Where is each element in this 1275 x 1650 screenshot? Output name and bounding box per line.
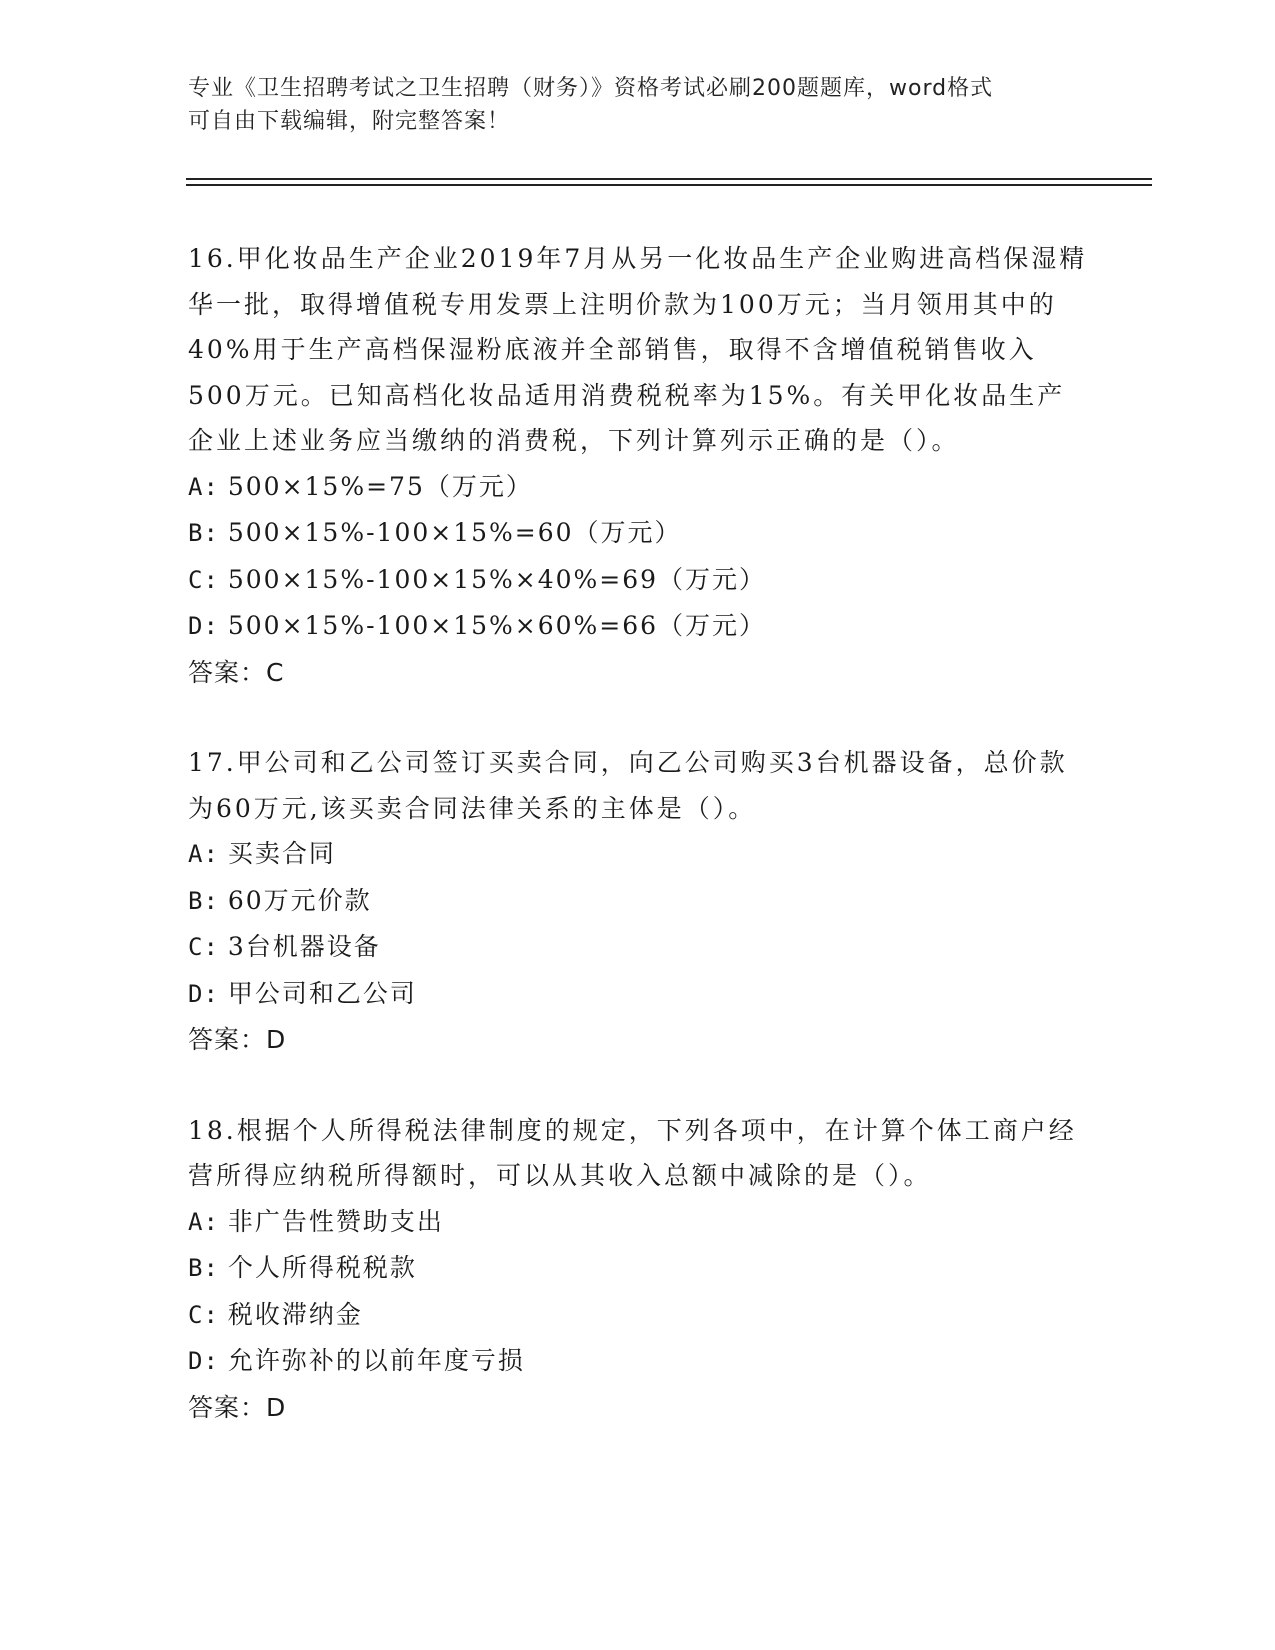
question-16 bbox=[188, 236, 1088, 695]
option-text: 允许弥补的以前年度亏损 bbox=[227, 1346, 525, 1375]
question-stem: 17.甲公司和乙公司签订买卖合同，向乙公司购买3台机器设备，总价款为60万元,该买卖合同法律关系的主体是（）。 bbox=[188, 748, 1068, 823]
answer-line: 答案：C bbox=[188, 657, 285, 687]
header-line-2: 可自由下载编辑，附完整答案！ bbox=[188, 109, 511, 134]
option-c bbox=[188, 557, 1088, 604]
option-d bbox=[188, 971, 1088, 1018]
question-stem: 16.甲化妆品生产企业2019年7月从另一化妆品生产企业购进高档保湿精华一批，取得增值税专用发票上注明价款为100万元；当月领用其中的40%用于生产高档保湿粉底液并全部销售，取得不含增值税销售收入500万元。已知高档化妆品适用消费税税率为15%。有关甲化妆品生产企业上述业务应当缴纳的消费税，下列计算列示正确的是（）。 bbox=[188, 244, 1088, 455]
option-text: 500×15%-100×15%×60%=66（万元） bbox=[227, 611, 767, 640]
question-18 bbox=[188, 1108, 1088, 1431]
question-17 bbox=[188, 740, 1088, 1063]
option-letter: D: bbox=[188, 612, 219, 640]
header-rule-bottom bbox=[186, 184, 1152, 186]
header-line-1: 专业《卫生招聘考试之卫生招聘（财务）》资格考试必刷200题题库，word格式 bbox=[188, 76, 994, 101]
option-c bbox=[188, 924, 1088, 971]
option-text: 3台机器设备 bbox=[227, 932, 381, 961]
option-text: 税收滞纳金 bbox=[227, 1299, 363, 1329]
option-letter: A: bbox=[188, 1207, 219, 1236]
option-a bbox=[188, 1199, 1088, 1246]
answer-line: 答案：D bbox=[188, 1025, 287, 1054]
question-stem: 18.根据个人所得税法律制度的规定，下列各项中，在计算个体工商户经营所得应纳税所得额时，可以从其收入总额中减除的是（）。 bbox=[188, 1115, 1077, 1190]
option-a bbox=[188, 831, 1088, 878]
answer-line: 答案：D bbox=[188, 1392, 287, 1422]
option-letter: C: bbox=[188, 933, 219, 961]
option-b bbox=[188, 510, 1088, 557]
option-text: 非广告性赞助支出 bbox=[227, 1206, 444, 1236]
option-letter: D: bbox=[188, 1347, 219, 1375]
option-letter: C: bbox=[188, 565, 219, 594]
option-letter: D: bbox=[188, 979, 219, 1008]
option-b bbox=[188, 878, 1088, 925]
option-letter: B: bbox=[188, 886, 219, 915]
option-text: 甲公司和乙公司 bbox=[227, 978, 417, 1008]
document-header bbox=[188, 72, 1088, 138]
option-letter: C: bbox=[188, 1300, 219, 1329]
option-text: 500×15%=75（万元） bbox=[227, 471, 533, 501]
option-d bbox=[188, 603, 1088, 650]
option-text: 500×15%-100×15%×40%=69（万元） bbox=[227, 564, 767, 594]
option-b bbox=[188, 1245, 1088, 1292]
option-text: 个人所得税税款 bbox=[227, 1253, 417, 1282]
question-list bbox=[188, 236, 1088, 1475]
option-text: 60万元价款 bbox=[227, 885, 372, 915]
header-rule-top bbox=[186, 178, 1152, 180]
option-d bbox=[188, 1338, 1088, 1385]
option-letter: B: bbox=[188, 519, 219, 547]
option-letter: A: bbox=[188, 472, 219, 501]
option-text: 买卖合同 bbox=[227, 839, 336, 868]
option-text: 500×15%-100×15%=60（万元） bbox=[227, 518, 682, 547]
option-c bbox=[188, 1292, 1088, 1339]
option-letter: A: bbox=[188, 840, 219, 868]
option-a bbox=[188, 464, 1088, 511]
option-letter: B: bbox=[188, 1254, 219, 1282]
